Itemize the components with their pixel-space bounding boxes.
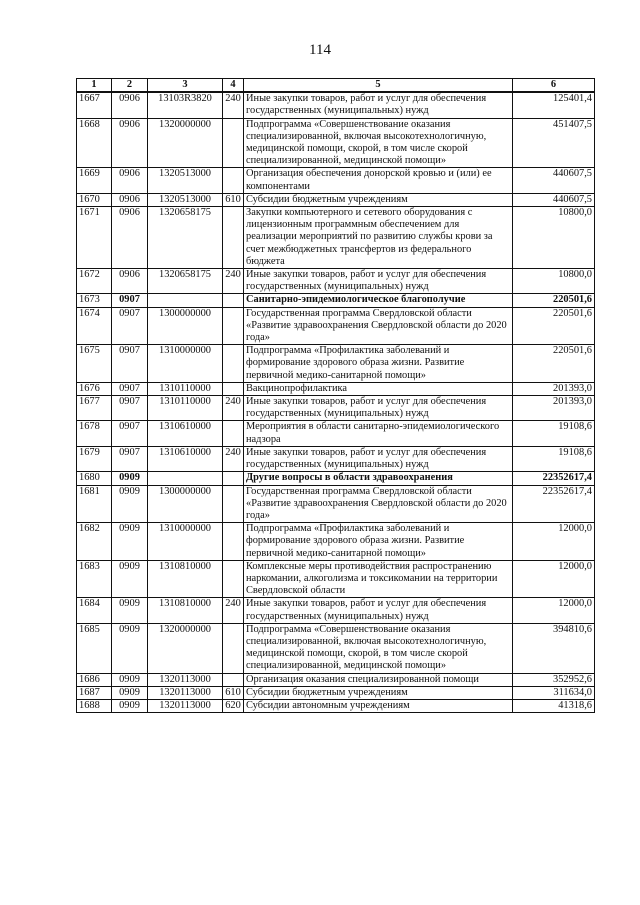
row-number: 1682 <box>77 523 112 561</box>
row-number: 1669 <box>77 168 112 193</box>
amount: 440607,5 <box>513 193 595 206</box>
section-code: 0909 <box>112 686 148 699</box>
row-number: 1674 <box>77 307 112 345</box>
table-row <box>77 396 595 421</box>
item-name: Субсидии бюджетным учреждениям <box>244 686 513 699</box>
amount: 10800,0 <box>513 269 595 294</box>
target-article-code: 1310000000 <box>148 523 223 561</box>
row-number: 1684 <box>77 598 112 623</box>
section-code: 0907 <box>112 421 148 446</box>
item-name: Закупки компьютерного и сетевого оборудования с лицензионным программным обеспечением для реализации мероприятий по развитию службы крови за счет межбюджетных трансфертов из федерального бюджета <box>244 207 513 269</box>
section-code: 0909 <box>112 673 148 686</box>
amount: 19108,6 <box>513 446 595 471</box>
page-number: 114 <box>309 42 331 58</box>
table-row <box>77 382 595 395</box>
expense-type-code <box>223 472 244 485</box>
section-code: 0909 <box>112 623 148 673</box>
target-article-code: 1320000000 <box>148 118 223 168</box>
section-code: 0909 <box>112 598 148 623</box>
expense-type-code <box>223 345 244 383</box>
item-name: Иные закупки товаров, работ и услуг для обеспечения государственных (муниципальных) нужд <box>244 269 513 294</box>
expense-type-code: 240 <box>223 396 244 421</box>
row-number: 1688 <box>77 699 112 712</box>
header-col-2: 2 <box>112 79 148 93</box>
expense-type-code <box>223 673 244 686</box>
target-article-code: 1300000000 <box>148 307 223 345</box>
expense-type-code: 240 <box>223 92 244 118</box>
amount: 394810,6 <box>513 623 595 673</box>
row-number: 1686 <box>77 673 112 686</box>
item-name: Подпрограмма «Совершенствование оказания специализированной, включая высокотехнологичную, медицинской помощи, скорой, в том числе скорой специализированной, медицинской помощи» <box>244 118 513 168</box>
table-row <box>77 193 595 206</box>
target-article-code: 1320658175 <box>148 207 223 269</box>
amount: 22352617,4 <box>513 472 595 485</box>
table-body <box>77 92 595 712</box>
budget-table <box>76 78 595 713</box>
amount: 19108,6 <box>513 421 595 446</box>
section-code: 0909 <box>112 560 148 598</box>
row-number: 1670 <box>77 193 112 206</box>
expense-type-code: 240 <box>223 446 244 471</box>
item-name: Иные закупки товаров, работ и услуг для обеспечения государственных (муниципальных) нужд <box>244 396 513 421</box>
table-header-row <box>77 79 595 93</box>
table-row <box>77 699 595 712</box>
header-col-3: 3 <box>148 79 223 93</box>
table-row <box>77 623 595 673</box>
item-name: Государственная программа Свердловской области «Развитие здравоохранения Свердловской области до 2020 года» <box>244 485 513 523</box>
target-article-code: 1300000000 <box>148 485 223 523</box>
section-code: 0907 <box>112 396 148 421</box>
table-row <box>77 421 595 446</box>
item-name: Организация оказания специализированной помощи <box>244 673 513 686</box>
amount: 220501,6 <box>513 345 595 383</box>
target-article-code: 1320513000 <box>148 193 223 206</box>
table-row <box>77 269 595 294</box>
amount: 311634,0 <box>513 686 595 699</box>
item-name: Субсидии бюджетным учреждениям <box>244 193 513 206</box>
expense-type-code <box>223 207 244 269</box>
row-number: 1679 <box>77 446 112 471</box>
section-code: 0907 <box>112 345 148 383</box>
item-name: Подпрограмма «Профилактика заболеваний и формирование здорового образа жизни. Развитие первичной медико-санитарной помощи» <box>244 345 513 383</box>
table-row <box>77 523 595 561</box>
table-row <box>77 92 595 118</box>
item-name: Подпрограмма «Совершенствование оказания специализированной, включая высокотехнологичную, медицинской помощи, скорой, в том числе скорой специализированной, медицинской помощи» <box>244 623 513 673</box>
expense-type-code <box>223 118 244 168</box>
header-col-5: 5 <box>244 79 513 93</box>
row-number: 1685 <box>77 623 112 673</box>
target-article-code: 1320513000 <box>148 168 223 193</box>
table-row <box>77 560 595 598</box>
expense-type-code <box>223 485 244 523</box>
section-code: 0909 <box>112 699 148 712</box>
amount: 201393,0 <box>513 382 595 395</box>
target-article-code: 1310000000 <box>148 345 223 383</box>
section-code: 0909 <box>112 485 148 523</box>
item-name: Иные закупки товаров, работ и услуг для обеспечения государственных (муниципальных) нужд <box>244 446 513 471</box>
table-row <box>77 307 595 345</box>
row-number: 1677 <box>77 396 112 421</box>
table-row <box>77 472 595 485</box>
row-number: 1667 <box>77 92 112 118</box>
amount: 220501,6 <box>513 307 595 345</box>
amount: 12000,0 <box>513 598 595 623</box>
row-number: 1678 <box>77 421 112 446</box>
item-name: Государственная программа Свердловской области «Развитие здравоохранения Свердловской области до 2020 года» <box>244 307 513 345</box>
item-name: Субсидии автономным учреждениям <box>244 699 513 712</box>
target-article-code: 1310610000 <box>148 446 223 471</box>
target-article-code <box>148 472 223 485</box>
table-row <box>77 598 595 623</box>
amount: 12000,0 <box>513 523 595 561</box>
target-article-code: 1310810000 <box>148 598 223 623</box>
amount: 22352617,4 <box>513 485 595 523</box>
table-row <box>77 485 595 523</box>
row-number: 1687 <box>77 686 112 699</box>
row-number: 1675 <box>77 345 112 383</box>
target-article-code: 1320658175 <box>148 269 223 294</box>
expense-type-code <box>223 382 244 395</box>
table-row <box>77 168 595 193</box>
item-name: Комплексные меры противодействия распространению наркомании, алкоголизма и токсикомании на территории Свердловской области <box>244 560 513 598</box>
item-name: Мероприятия в области санитарно-эпидемиологического надзора <box>244 421 513 446</box>
item-name: Организация обеспечения донорской кровью и (или) ее компонентами <box>244 168 513 193</box>
section-code: 0906 <box>112 168 148 193</box>
header-col-4: 4 <box>223 79 244 93</box>
table-row <box>77 446 595 471</box>
table-row <box>77 207 595 269</box>
expense-type-code <box>223 421 244 446</box>
row-number: 1671 <box>77 207 112 269</box>
row-number: 1681 <box>77 485 112 523</box>
expense-type-code <box>223 523 244 561</box>
table-row <box>77 294 595 307</box>
row-number: 1673 <box>77 294 112 307</box>
amount: 12000,0 <box>513 560 595 598</box>
amount: 201393,0 <box>513 396 595 421</box>
target-article-code: 1320113000 <box>148 686 223 699</box>
header-col-6: 6 <box>513 79 595 93</box>
target-article-code: 1310810000 <box>148 560 223 598</box>
section-code: 0906 <box>112 207 148 269</box>
expense-type-code <box>223 168 244 193</box>
row-number: 1672 <box>77 269 112 294</box>
item-name: Иные закупки товаров, работ и услуг для обеспечения государственных (муниципальных) нужд <box>244 92 513 118</box>
section-code: 0907 <box>112 294 148 307</box>
section-code: 0907 <box>112 307 148 345</box>
section-code: 0906 <box>112 193 148 206</box>
target-article-code: 1310110000 <box>148 382 223 395</box>
item-name: Подпрограмма «Профилактика заболеваний и формирование здорового образа жизни. Развитие первичной медико-санитарной помощи» <box>244 523 513 561</box>
item-name: Другие вопросы в области здравоохранения <box>244 472 513 485</box>
target-article-code: 1320000000 <box>148 623 223 673</box>
section-code: 0909 <box>112 472 148 485</box>
target-article-code: 1310610000 <box>148 421 223 446</box>
expense-type-code: 240 <box>223 598 244 623</box>
item-name: Иные закупки товаров, работ и услуг для обеспечения государственных (муниципальных) нужд <box>244 598 513 623</box>
section-code: 0909 <box>112 523 148 561</box>
table-row <box>77 118 595 168</box>
expense-type-code: 610 <box>223 686 244 699</box>
expense-type-code: 610 <box>223 193 244 206</box>
amount: 41318,6 <box>513 699 595 712</box>
table-row <box>77 345 595 383</box>
amount: 220501,6 <box>513 294 595 307</box>
expense-type-code <box>223 623 244 673</box>
section-code: 0906 <box>112 269 148 294</box>
section-code: 0907 <box>112 382 148 395</box>
amount: 352952,6 <box>513 673 595 686</box>
item-name: Вакцинопрофилактика <box>244 382 513 395</box>
target-article-code <box>148 294 223 307</box>
table-row <box>77 673 595 686</box>
expense-type-code: 620 <box>223 699 244 712</box>
amount: 451407,5 <box>513 118 595 168</box>
target-article-code: 1320113000 <box>148 673 223 686</box>
target-article-code: 13103R3820 <box>148 92 223 118</box>
amount: 440607,5 <box>513 168 595 193</box>
expense-type-code: 240 <box>223 269 244 294</box>
section-code: 0906 <box>112 118 148 168</box>
header-col-1: 1 <box>77 79 112 93</box>
target-article-code: 1320113000 <box>148 699 223 712</box>
row-number: 1680 <box>77 472 112 485</box>
amount: 125401,4 <box>513 92 595 118</box>
expense-type-code <box>223 307 244 345</box>
amount: 10800,0 <box>513 207 595 269</box>
section-code: 0907 <box>112 446 148 471</box>
section-code: 0906 <box>112 92 148 118</box>
item-name: Санитарно-эпидемиологическое благополучие <box>244 294 513 307</box>
row-number: 1676 <box>77 382 112 395</box>
target-article-code: 1310110000 <box>148 396 223 421</box>
expense-type-code <box>223 560 244 598</box>
row-number: 1668 <box>77 118 112 168</box>
row-number: 1683 <box>77 560 112 598</box>
table-row <box>77 686 595 699</box>
expense-type-code <box>223 294 244 307</box>
